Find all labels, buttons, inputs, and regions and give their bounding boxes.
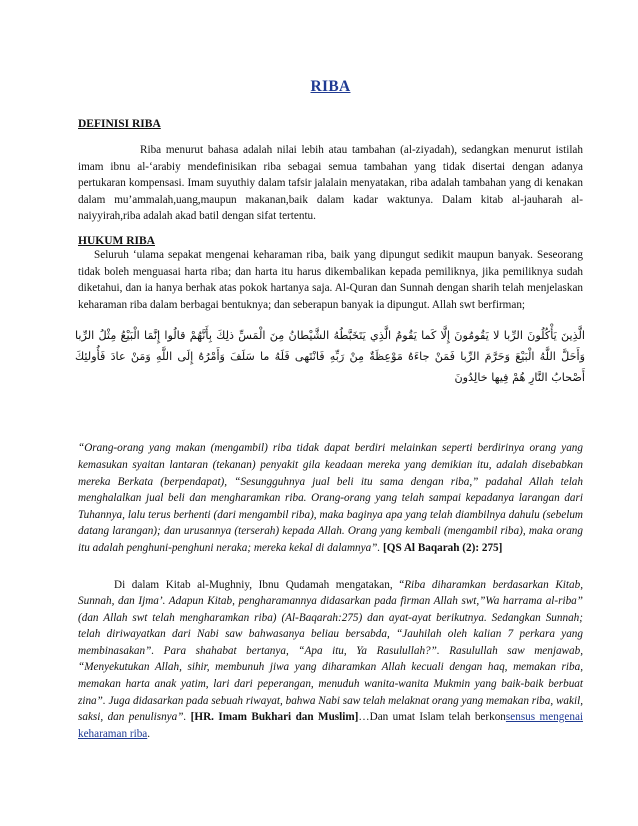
mughniy-tail-end: .: [147, 727, 151, 740]
mughniy-quote: Riba diharamkan berdasarkan Kitab, Sunnah, dan Ijma’. Adapun Kitab, pengharamannya didasarkan pada firman Allah swt,”Wa harrama al-riba” (dan Allah swt telah mengharamkan riba) (Al-Baqarah:275) dan ayat-ayat berikutnya. Sedangkan Sunnah; telah diriwayatkan dari Nabi saw bahwasanya beliau bersabda, “Jauhilah oleh kalian 7 perkara yang membinasakan”. Para shahabat bertanya, “Apa itu, Ya Rasulullah?”. Rasulullah saw menjawab, “Menyekutukan Allah, sihir, membunuh jiwa yang diharamkan Allah kecuali dengan haq, memakan riba, memakan harta anak yatim, lari dari peperangan, menuduh wanita-wanita Mukmin yang baik-baik berbuat zina”. Juga didasarkan pada sebuah riwayat, bahwa Nabi saw telah melaknat orang yang memakan riba, wakil, saksi, dan penulisnya”.: [78, 578, 583, 724]
page-title: RIBA: [310, 78, 351, 95]
keharaman-riba-link[interactable]: sensus mengenai keharaman riba: [78, 711, 584, 740]
hukum-paragraph: Seluruh ‘ulama sepakat mengenai keharaman riba, baik yang dipungut sedikit maupun banyak. Seseorang tidak boleh menguasai harta riba; dan harta itu harus dikembalikan kepada pemiliknya, jika pemiliknya sudah diketahui, dan ia hanya berhak atas pokok hartanya saja. Al-Quran dan Sunnah dengan sharih telah menjelaskan keharaman riba dalam berbagai bentuknya; dan seberapun banyak ia dipungut. Allah swt berfirman;: [78, 248, 583, 311]
definisi-paragraph: Riba menurut bahasa adalah nilai lebih atau tambahan (al-ziyadah), sedangkan menurut istilah imam ibnu al-‘arabiy mendefinisikan riba sebagai semua tambahan yang tidak disertai dengan adanya pertukaran kompensasi. Imam suyuthiy dalam tafsir jalalain menyatakan, riba adalah tambahan yang di kenakan dalam mu’ammalah,uang,maupun makanan,baik dalam kadar waktunya. Dalam kitab al-jauharah al-naiyyirah,riba adalah akad batil dengan sifat tertentu.: [78, 144, 583, 223]
mughniy-intro: Di dalam Kitab al-Mughniy, Ibnu Qudamah mengatakan, “: [114, 578, 405, 591]
translation-reference: [QS Al Baqarah (2): 275]: [383, 541, 503, 554]
mughniy-paragraph: [78, 577, 583, 743]
verse-translation: [78, 440, 583, 556]
quran-verse-arabic: الَّذِينَ يَأْكُلُونَ الرِّبا لا يَقُومُونَ إِلَّا كَما يَقُومُ الَّذِي يَتَخَبَّطُهُ الشَّيْطانُ مِنَ الْمَسِّ ذلِكَ بِأَنَّهُمْ قالُوا إِنَّمَا الْبَيْعُ مِثْلُ الرِّبا وَأَحَلَّ اللَّهُ الْبَيْعَ وَحَرَّمَ الرِّبا فَمَنْ جاءَهُ مَوْعِظَةٌ مِنْ رَبِّهِ فَانْتَهى فَلَهُ ما سَلَفَ وَأَمْرُهُ إِلَى اللَّهِ وَمَنْ عادَ فَأُولئِكَ أَصْحابُ النَّارِ هُمْ فِيها خالِدُونَ: [75, 329, 585, 385]
translation-text: “Orang-orang yang makan (mengambil) riba tidak dapat berdiri melainkan seperti berdirinya orang yang kemasukan syaitan lantaran (tekanan) penyakit gila keadaan mereka yang demikian itu, adalah disebabkan mereka Berkata (berpendapat), “Sesungguhnya jual beli itu sama dengan riba,” padahal Allah telah menghalalkan jual beli dan mengharamkan riba. Orang-orang yang telah sampai kepadanya larangan dari Tuhannya, lalu terus berhenti (dari mengambil riba), maka baginya apa yang telah diambilnya dahulu (sebelum datang larangan); dan urusannya (terserah) kepada Allah. Orang yang kembali (mengambil riba), maka orang itu adalah penghuni-penghuni neraka; mereka kekal di dalamnya”.: [78, 442, 583, 554]
section-heading-definisi: DEFINISI RIBA: [78, 118, 161, 130]
mughniy-tail: …Dan umat Islam telah berkon: [358, 711, 506, 724]
section-heading-hukum: HUKUM RIBA: [78, 234, 155, 247]
hadith-reference: [HR. Imam Bukhari dan Muslim]: [190, 711, 359, 724]
